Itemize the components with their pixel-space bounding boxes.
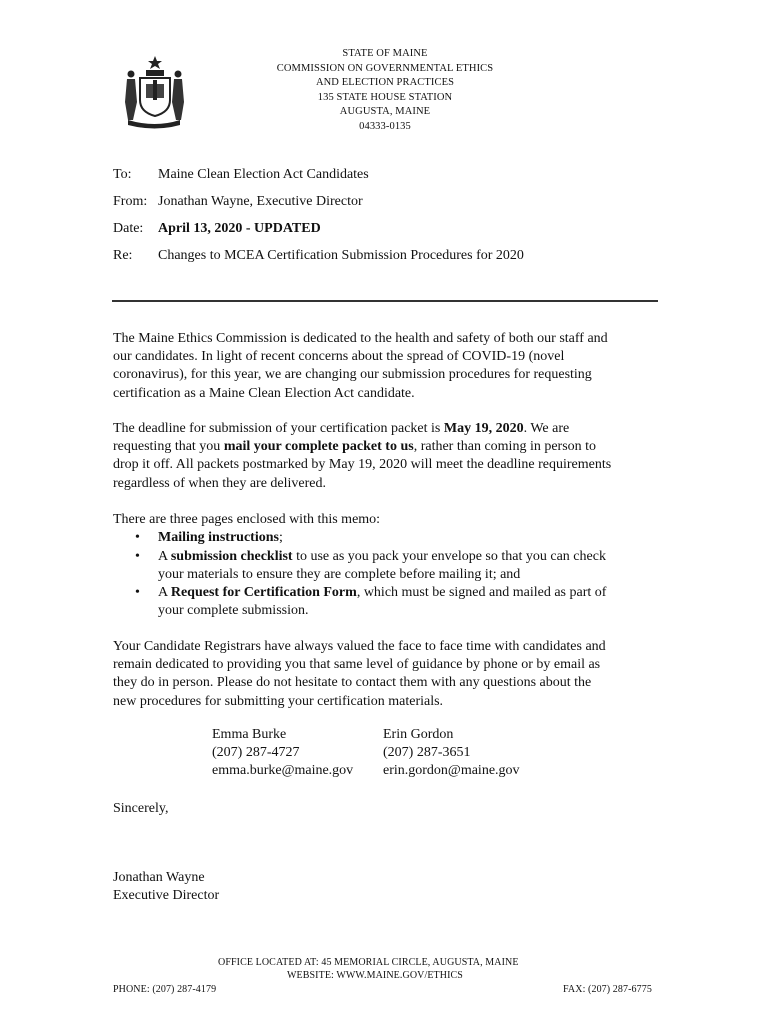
text-span: A <box>158 585 171 600</box>
text-span: Mailing instructions <box>158 530 279 545</box>
signer-title: Executive Director <box>113 888 220 903</box>
letterhead-commission-cont: AND ELECTION PRACTICES <box>315 77 455 89</box>
signer-name: Jonathan Wayne <box>113 870 205 885</box>
text-span: A <box>158 549 171 564</box>
footer-office-address: OFFICE LOCATED AT: 45 MEMORIAL CIRCLE, AUGUSTA, MAINE <box>218 957 519 968</box>
text-span: submission checklist <box>170 549 293 564</box>
footer-phone: PHONE: (207) 287-4179 <box>113 984 217 995</box>
paragraph-registrars <box>113 638 653 711</box>
text-line <box>113 438 653 456</box>
footer-website: WEBSITE: WWW.MAINE.GOV/ETHICS <box>287 970 463 981</box>
contact-phone: (207) 287-4727 <box>212 745 300 761</box>
letterhead-commission: COMMISSION ON GOVERNMENTAL ETHICS <box>276 62 494 74</box>
memo-re-value: Changes to MCEA Certification Submission Procedures for 2020 <box>158 248 524 263</box>
memo-date-value: April 13, 2020 - UPDATED <box>158 221 321 236</box>
contact-email[interactable]: emma.burke@maine.gov <box>212 763 354 779</box>
text-line: remain dedicated to providing you that same level of guidance by phone or by email as <box>113 657 601 673</box>
state-of-maine-seal-icon <box>122 54 186 130</box>
text-line: your materials to ensure they are complete before mailing it; and <box>158 567 521 583</box>
footer-fax: FAX: (207) 287-6775 <box>563 984 652 995</box>
text-span: , rather than coming in person to <box>413 439 597 455</box>
letterhead-city: AUGUSTA, MAINE <box>339 106 431 118</box>
paragraph-deadline <box>113 420 653 493</box>
text-span: , which must be signed and mailed as part of <box>356 585 607 600</box>
memo-to-value: Maine Clean Election Act Candidates <box>158 167 369 182</box>
text-line: they do in person. Please do not hesitate to contact them with any questions about the <box>113 675 592 691</box>
contact-name: Erin Gordon <box>383 727 454 742</box>
memo-from-label: From: <box>113 194 148 209</box>
text-span: The deadline for submission of your certification packet is <box>113 421 444 436</box>
letterhead-station: 135 STATE HOUSE STATION <box>317 91 453 103</box>
text-line: coronavirus), for this year, we are changing our submission procedures for requesting <box>113 367 592 383</box>
contact-name: Emma Burke <box>212 727 287 742</box>
memo-to-label: To: <box>113 167 132 182</box>
enclosures-intro: There are three pages enclosed with this memo: <box>113 512 381 527</box>
text-line <box>113 420 653 438</box>
text-line: your complete submission. <box>158 603 309 619</box>
memo-re-label: Re: <box>113 248 133 263</box>
text-line: new procedures for submitting your certification materials. <box>113 693 444 709</box>
closing-salutation: Sincerely, <box>113 801 169 816</box>
contact-phone: (207) 287-3651 <box>383 745 471 761</box>
contact-emma-burke <box>212 726 353 781</box>
mail-instruction: mail your complete packet to us <box>223 439 414 455</box>
text-span: ; <box>278 530 283 545</box>
text-line: our candidates. In light of recent concerns about the spread of COVID-19 (novel <box>113 349 565 365</box>
memo-date-label: Date: <box>113 221 144 236</box>
text-span: . We are <box>523 421 570 436</box>
contact-email[interactable]: erin.gordon@maine.gov <box>383 763 520 779</box>
letterhead-state: STATE OF MAINE <box>342 48 428 59</box>
text-span: to use as you pack your envelope so that you can check <box>292 549 606 564</box>
text-line: drop it off. All packets postmarked by May 19, 2020 will meet the deadline requirements <box>113 457 612 473</box>
text-span: Request for Certification Form <box>170 585 357 600</box>
text-span: requesting that you <box>113 439 224 455</box>
paragraph-intro <box>113 330 653 403</box>
bullet-icon: • <box>135 585 140 600</box>
deadline-date: May 19, 2020 <box>443 421 524 436</box>
bullet-icon: • <box>135 530 140 545</box>
text-line: Your Candidate Registrars have always valued the face to face time with candidates and <box>113 639 606 654</box>
letterhead-zip: 04333-0135 <box>359 120 411 132</box>
contact-erin-gordon <box>383 726 520 781</box>
text-line: certification as a Maine Clean Election Act candidate. <box>113 385 415 401</box>
header-divider <box>112 300 658 302</box>
memo-from-value: Jonathan Wayne, Executive Director <box>158 194 363 209</box>
bullet-icon: • <box>135 549 140 564</box>
letterhead <box>240 47 530 135</box>
text-line: regardless of when they are delivered. <box>113 475 327 491</box>
text-line: The Maine Ethics Commission is dedicated to the health and safety of both our staff and <box>113 331 608 346</box>
